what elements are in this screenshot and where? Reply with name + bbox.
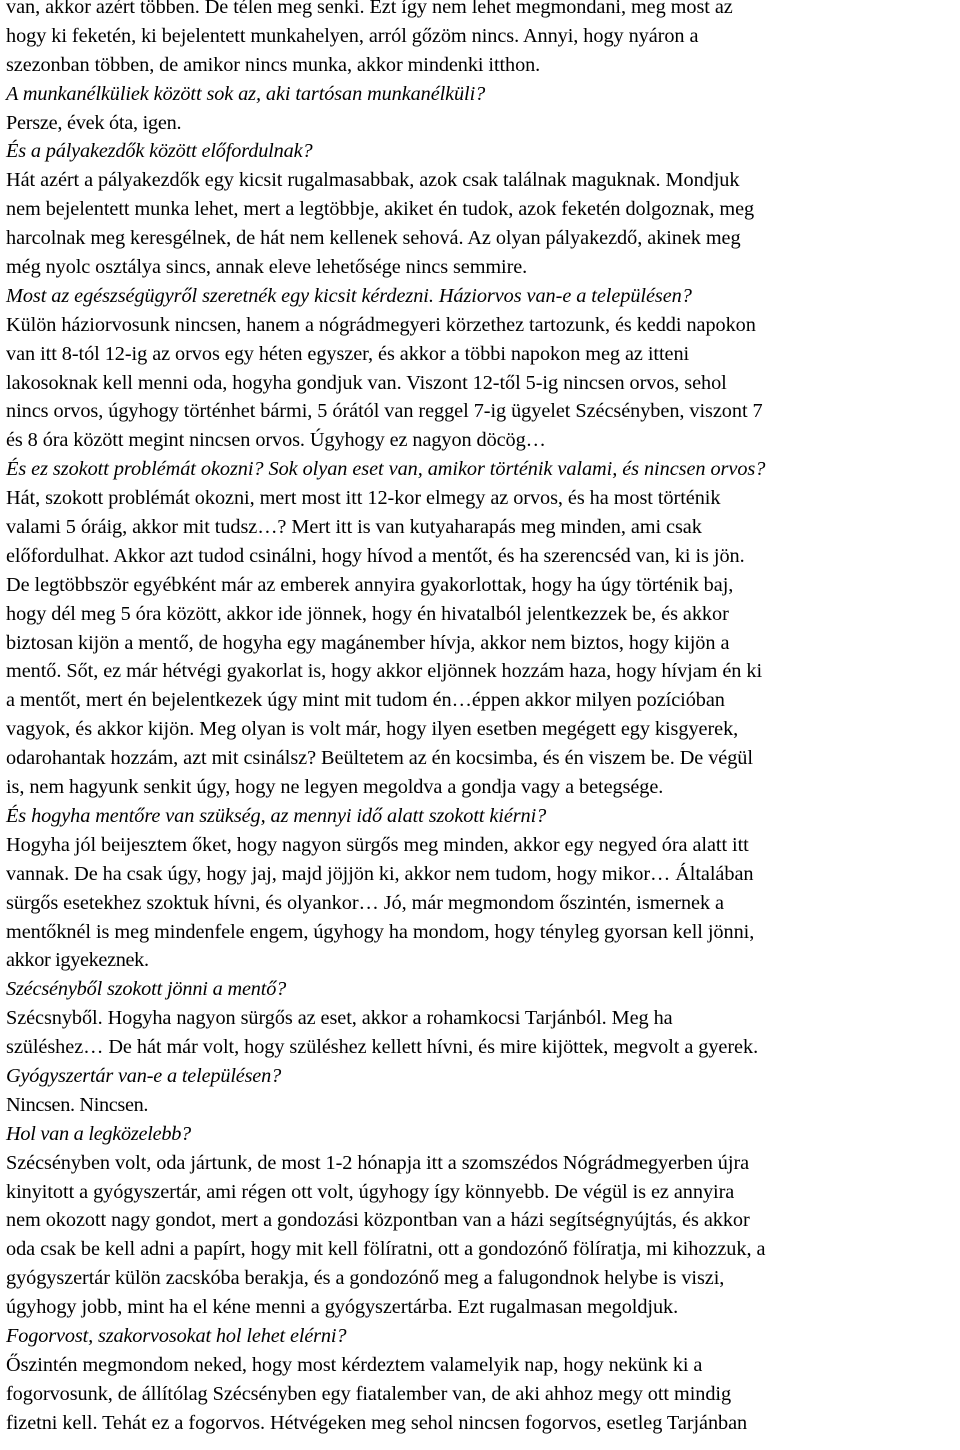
answer-text: a mentőt, mert én bejelentkezek úgy mint mit tudom én…éppen akkor milyen pozícióban — [6, 689, 725, 712]
answer-text: van, akkor azért többen. De télen meg senki. Ezt így nem lehet megmondani, meg most az — [6, 0, 733, 18]
answer-text: Szécsényben volt, oda jártunk, de most 1-2 hónapja itt a szomszédos Nógrádmegyerben újra — [6, 1151, 750, 1174]
text-line — [6, 1351, 960, 1380]
question-text: A munkanélküliek között sok az, aki tartósan munkanélküli? — [6, 82, 486, 105]
answer-text: fogorvosunk, de állítólag Szécsényben egy fiatalember van, de aki ahhoz megy ott mindig — [6, 1382, 732, 1405]
answer-text: Hát, szokott problémát okozni, mert most itt 12-kor elmegy az orvos, és ha most történik — [6, 487, 721, 510]
answer-text: szüléshez… De hát már volt, hogy szüléshez kellett hívni, és mire kijöttek, megvolt a gyerek. — [6, 1036, 759, 1059]
text-line — [6, 397, 960, 426]
question-text: Fogorvost, szakorvosokat hol lehet elérni? — [6, 1324, 347, 1347]
text-line — [6, 600, 960, 629]
answer-text: vagyok, és akkor kijön. Meg olyan is volt már, hogy ilyen esetben megégett egy kisgyerek, — [6, 718, 739, 741]
text-line — [6, 1293, 960, 1322]
text-line — [6, 773, 960, 802]
question-text: És ez szokott problémát okozni? Sok olyan eset van, amikor történik valami, és nincsen orvos? — [6, 458, 766, 481]
interview-question-line — [6, 455, 960, 484]
answer-text: Hát azért a pályakezdők egy kicsit rugalmasabbak, azok csak találnak maguknak. Mondjuk — [6, 169, 740, 192]
question-text: És hogyha mentőre van szükség, az mennyi idő alatt szokott kiérni? — [6, 804, 547, 827]
question-text: És a pályakezdők között előfordulnak? — [6, 140, 313, 163]
answer-text: biztosan kijön a mentő, de hogyha egy magánember hívja, akkor nem biztos, hogy kijön a — [6, 631, 730, 654]
text-line — [6, 253, 960, 282]
text-line — [6, 484, 960, 513]
text-line — [6, 1004, 960, 1033]
answer-text: oda csak be kell adni a papírt, hogy mit kell fölíratni, ott a gondozónő fölíratja, mi kihozzuk, a — [6, 1238, 766, 1261]
text-line — [6, 1264, 960, 1293]
interview-question-line — [6, 1120, 960, 1149]
answer-text: Külön háziorvosunk nincsen, hanem a nógrádmegyeri körzethez tartozunk, és keddi napokon — [6, 313, 756, 336]
answer-text: De legtöbbször egyébként már az emberek annyira gyakorlottak, hogy ha úgy történik baj, — [6, 573, 734, 596]
text-line — [6, 1235, 960, 1264]
text-line — [6, 166, 960, 195]
text-line — [6, 426, 960, 455]
text-line — [6, 629, 960, 658]
interview-question-line — [6, 802, 960, 831]
answer-text: Szécsnyből. Hogyha nagyon sürgős az eset, akkor a rohamkocsi Tarjánból. Meg ha — [6, 1007, 673, 1030]
answer-text: lakosoknak kell menni oda, hogyha gondjuk van. Viszont 12-től 5-ig nincsen orvos, sehol — [6, 371, 727, 394]
text-line — [6, 831, 960, 860]
document-body — [6, 0, 960, 1438]
answer-text: Nincsen. Nincsen. — [6, 1093, 149, 1116]
answer-text: és 8 óra között megint nincsen orvos. Úgyhogy ez nagyon döcög… — [6, 429, 546, 452]
text-line — [6, 1409, 960, 1438]
text-line — [6, 109, 960, 138]
answer-text: van itt 8-tól 12-ig az orvos egy héten egyszer, és akkor a többi napokon meg az itteni — [6, 342, 690, 365]
answer-text: Őszintén megmondom neked, hogy most kérdeztem valamelyik nap, hogy nekünk ki a — [6, 1353, 703, 1376]
answer-text: sürgős esetekhez szoktuk hívni, és olyankor… Jó, már megmondom őszintén, ismernek a — [6, 891, 724, 914]
text-line — [6, 542, 960, 571]
text-line — [6, 657, 960, 686]
interview-question-line — [6, 1322, 960, 1351]
text-line — [6, 195, 960, 224]
interview-question-line — [6, 80, 960, 109]
text-line — [6, 571, 960, 600]
answer-text: valami 5 óráig, akkor mit tudsz…? Mert itt is van kutyaharapás meg minden, ami csak — [6, 516, 702, 539]
question-text: Szécsényből szokott jönni a mentő? — [6, 978, 287, 1001]
answer-text: gyógyszertár külön zacskóba berakja, és a gondozónő meg a falugondnok helybe is viszi, — [6, 1267, 725, 1290]
answer-text: fizetni kell. Tehát ez a fogorvos. Hétvégeken meg sehol nincsen fogorvos, esetleg Tarjánban — [6, 1411, 748, 1434]
text-line — [6, 1178, 960, 1207]
text-line — [6, 22, 960, 51]
text-line — [6, 1149, 960, 1178]
question-text: Most az egészségügyről szeretnék egy kicsit kérdezni. Háziorvos van-e a településen? — [6, 284, 692, 307]
interview-question-line — [6, 137, 960, 166]
text-line — [6, 1033, 960, 1062]
answer-text: Persze, évek óta, igen. — [6, 111, 182, 134]
text-line — [6, 1206, 960, 1235]
answer-text: odarohantak hozzám, azt mit csinálsz? Beültetem az én kocsimba, és én viszem be. De végül — [6, 747, 753, 770]
text-line — [6, 715, 960, 744]
answer-text: nincs orvos, úgyhogy történhet bármi, 5 órától van reggel 7-ig ügyelet Szécsényben, viszont 7 — [6, 400, 763, 423]
answer-text: előfordulhat. Akkor azt tudod csinálni, hogy hívod a mentőt, és ha szerencséd van, ki is jön. — [6, 544, 745, 567]
answer-text: hogy ki feketén, ki bejelentett munkahelyen, arról gőzöm nincs. Annyi, hogy nyáron a — [6, 24, 699, 47]
text-line — [6, 889, 960, 918]
answer-text: is, nem hagyunk senkit úgy, hogy ne legyen megoldva a gondja vagy a betegsége. — [6, 776, 664, 799]
text-line — [6, 369, 960, 398]
answer-text: akkor igyekeznek. — [6, 949, 149, 972]
answer-text: harcolnak meg keresgélnek, de hát nem kellenek sehová. Az olyan pályakezdő, akinek meg — [6, 227, 741, 250]
text-line — [6, 224, 960, 253]
text-line — [6, 340, 960, 369]
answer-text: nem bejelentett munka lehet, mert a legtöbbje, akiket én tudok, azok feketén dolgoznak, meg — [6, 198, 755, 221]
text-line — [6, 0, 960, 22]
text-line — [6, 1091, 960, 1120]
text-line — [6, 51, 960, 80]
interview-question-line — [6, 975, 960, 1004]
text-line — [6, 311, 960, 340]
text-line — [6, 860, 960, 889]
answer-text: szezonban többen, de amikor nincs munka, akkor mindenki itthon. — [6, 53, 541, 76]
text-line — [6, 744, 960, 773]
interview-question-line — [6, 1062, 960, 1091]
answer-text: vannak. De ha csak úgy, hogy jaj, majd jöjjön ki, akkor nem tudom, hogy mikor… Általában — [6, 862, 754, 885]
answer-text: mentő. Sőt, ez már hétvégi gyakorlat is, hogy akkor eljönnek hozzám haza, hogy hívjam én ki — [6, 660, 763, 683]
answer-text: kinyitott a gyógyszertár, ami régen ott volt, úgyhogy így könnyebb. De végül is ez annyira — [6, 1180, 735, 1203]
interview-question-line — [6, 282, 960, 311]
text-line — [6, 918, 960, 947]
question-text: Hol van a legközelebb? — [6, 1122, 191, 1145]
text-line — [6, 513, 960, 542]
question-text: Gyógyszertár van-e a településen? — [6, 1064, 282, 1087]
answer-text: mentőknél is meg mindenfele engem, úgyhogy ha mondom, hogy tényleg gyorsan kell jönni, — [6, 920, 755, 943]
answer-text: nem okozott nagy gondot, mert a gondozási központban van a házi segítségnyújtás, és akkor — [6, 1209, 750, 1232]
text-line — [6, 946, 960, 975]
answer-text: úgyhogy jobb, mint ha el kéne menni a gyógyszertárba. Ezt rugalmasan megoldjuk. — [6, 1296, 679, 1319]
text-line — [6, 1380, 960, 1409]
answer-text: hogy dél meg 5 óra között, akkor ide jönnek, hogy én hivatalból jelentkezzek be, és akkor — [6, 602, 729, 625]
answer-text: Hogyha jól beijesztem őket, hogy nagyon sürgős meg minden, akkor egy negyed óra alatt itt — [6, 833, 749, 856]
answer-text: még nyolc osztálya sincs, annak eleve lehetősége nincs semmire. — [6, 256, 528, 279]
text-line — [6, 686, 960, 715]
